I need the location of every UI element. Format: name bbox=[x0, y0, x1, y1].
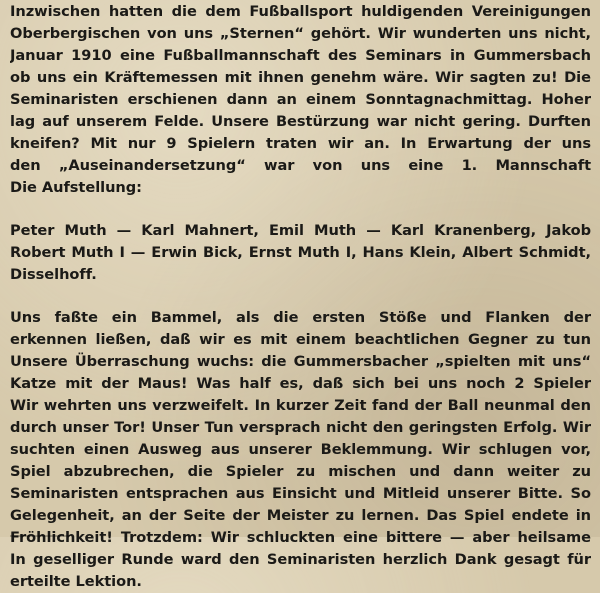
text-line: Gelegenheit, an der Seite der Meister zu lernen. Das Spiel endete in bbox=[10, 507, 591, 524]
text-line: Wir wehrten uns verzweifelt. In kurzer Zeit fand der Ball neunmal den bbox=[10, 397, 591, 414]
paragraph-gap bbox=[10, 199, 591, 220]
text-line: Katze mit der Maus! Was half es, daß sich bei uns noch 2 Spieler bbox=[10, 375, 591, 392]
text-line: suchten einen Ausweg aus unserer Beklemmung. Wir schlugen vor, bbox=[10, 441, 591, 458]
text-line: erteilte Lektion. bbox=[10, 573, 142, 590]
text-line: Peter Muth — Karl Mahnert, Emil Muth — Karl Kranenberg, Jakob bbox=[10, 222, 591, 239]
text-line: Fröhlichkeit! Trotzdem: Wir schluckten eine bittere — aber heilsame bbox=[10, 529, 591, 546]
text-line: den „Auseinandersetzung“ war von uns eine 1. Mannschaft bbox=[10, 157, 591, 174]
text-line: Inzwischen hatten die dem Fußballsport huldigenden Vereinigungen bbox=[10, 3, 591, 20]
text-line: In geselliger Runde ward den Seminaristen herzlich Dank gesagt für bbox=[10, 551, 591, 568]
paragraph-1 bbox=[10, 1, 591, 199]
text-line: Robert Muth I — Erwin Bick, Ernst Muth I, Hans Klein, Albert Schmidt, bbox=[10, 244, 591, 261]
paragraph-2 bbox=[10, 307, 591, 593]
text-line: Seminaristen erschienen dann an einem Sonntagnachmittag. Hoher bbox=[10, 91, 591, 108]
text-line: erkennen ließen, daß wir es mit einem beachtlichen Gegner zu tun bbox=[10, 331, 591, 348]
text-line: Uns faßte ein Bammel, als die ersten Stöße und Flanken der bbox=[10, 309, 591, 326]
text-line: Oberbergischen von uns „Sternen“ gehört. Wir wunderten uns nicht, bbox=[10, 25, 591, 42]
paragraph-gap bbox=[10, 286, 591, 307]
text-line: ob uns ein Kräftemessen mit ihnen genehm wäre. Wir sagten zu! Die bbox=[10, 69, 591, 86]
text-line: durch unser Tor! Unser Tun versprach nicht den geringsten Erfolg. Wir bbox=[10, 419, 591, 436]
text-line: Seminaristen entsprachen aus Einsicht und Mitleid unserer Bitte. So bbox=[10, 485, 591, 502]
text-line: Spiel abzubrechen, die Spieler zu mischen und dann weiter zu bbox=[10, 463, 591, 480]
text-line: lag auf unserem Felde. Unsere Bestürzung war nicht gering. Durften bbox=[10, 113, 591, 130]
lineup-paragraph bbox=[10, 220, 591, 286]
text-line: Die Aufstellung: bbox=[10, 179, 142, 196]
text-line: Unsere Überraschung wuchs: die Gummersbacher „spielten mit uns“ bbox=[10, 353, 591, 370]
text-line: Disselhoff. bbox=[10, 266, 97, 283]
document-page bbox=[10, 1, 591, 593]
text-line: Januar 1910 eine Fußballmannschaft des Seminars in Gummersbach bbox=[10, 47, 591, 64]
text-line: kneifen? Mit nur 9 Spielern traten wir an. In Erwartung der uns bbox=[10, 135, 591, 152]
